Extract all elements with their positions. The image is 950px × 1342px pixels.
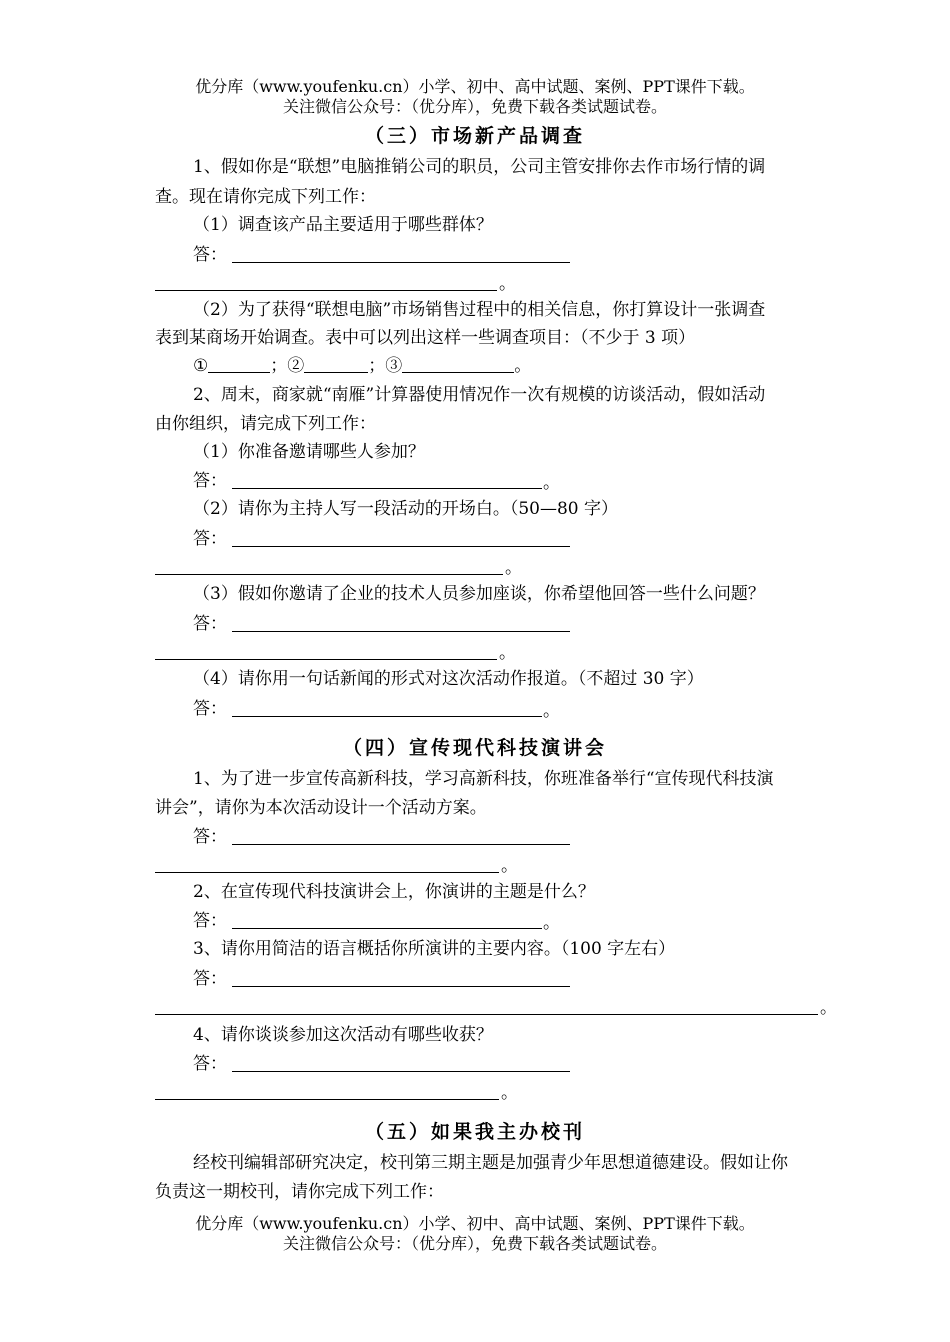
answer-label: 答： [193,614,227,634]
answer-line[interactable] [232,844,570,845]
s3-q2-3-text: （3）假如你邀请了企业的技术人员参加座谈，你希望他回答一些什么问题？ [193,584,765,604]
period: 。 [543,473,560,493]
answer-label: 答： [193,699,227,719]
s3-q1-text-1: 1、假如你是“联想”电脑推销公司的职员，公司主管安排你去作市场行情的调 [193,157,766,177]
s3-q2-text-2: 由你组织，请完成下列工作： [155,414,376,434]
item-1-marker: ① [193,356,209,376]
header-line-2: 关注微信公众号：（优分库），免费下载各类试题试卷。 [282,97,667,116]
period: 。 [505,558,522,578]
s3-q1-2-text-1: （2）为了获得“联想电脑”市场销售过程中的相关信息，你打算设计一张调查 [193,300,766,320]
answer-label: 答： [193,969,227,989]
period: 。 [514,356,532,376]
s4-q1-text-2: 讲会”，请你为本次活动设计一个活动方案。 [155,798,487,818]
answer-line[interactable] [232,631,570,632]
s3-q2-4-text: （4）请你用一句话新闻的形式对这次活动作报道。（不超过 30 字） [193,669,704,689]
s3-q1-2-text-2: 表到某商场开始调查。表中可以列出这样一些调查项目：（不少于 3 项） [155,328,696,348]
survey-item-2-blank[interactable] [304,356,368,373]
period: 。 [499,274,516,294]
answer-line[interactable] [155,574,503,575]
separator: ； [368,356,386,376]
s4-q1-text-1: 1、为了进一步宣传高新科技，学习高新科技，你班准备举行“宣传现代科技演 [193,769,774,789]
section-4-title: （四）宣传现代科技演讲会 [342,737,607,759]
s3-q2-2-text: （2）请你为主持人写一段活动的开场白。（50—80 字） [193,499,618,519]
s3-q2-1-text: （1）你准备邀请哪些人参加？ [193,442,425,462]
period: 。 [543,701,560,721]
answer-label: 答： [193,827,227,847]
s3-q1-text-2: 查。现在请你完成下列工作： [155,187,376,207]
period: 。 [499,643,516,663]
period: 。 [501,856,518,876]
answer-line[interactable] [155,1014,818,1015]
s5-paragraph-2: 负责这一期校刊，请你完成下列工作： [155,1182,444,1202]
answer-label: 答： [193,245,227,265]
answer-line[interactable] [232,546,570,547]
period: 。 [820,998,837,1018]
period: 。 [501,1083,518,1103]
survey-item-1-blank[interactable] [208,356,270,373]
s4-q3-text: 3、请你用简洁的语言概括你所演讲的主要内容。（100 字左右） [193,939,676,959]
s5-paragraph-1: 经校刊编辑部研究决定，校刊第三期主题是加强青少年思想道德建设。假如让你 [193,1153,788,1173]
answer-line[interactable] [232,928,542,929]
answer-line[interactable] [155,290,497,291]
survey-item-3-blank[interactable] [402,356,514,373]
answer-line[interactable] [232,262,570,263]
s4-q4-text: 4、请你谈谈参加这次活动有哪些收获？ [193,1025,493,1045]
s3-q1-1-text: （1）调查该产品主要适用于哪些群体？ [193,215,493,235]
item-3-marker: ③ [385,356,403,376]
answer-line[interactable] [155,659,497,660]
answer-label: 答： [193,911,227,931]
answer-label: 答： [193,471,227,491]
separator: ； [270,356,288,376]
period: 。 [543,913,560,933]
answer-line[interactable] [232,1071,570,1072]
answer-line[interactable] [155,872,499,873]
answer-line[interactable] [232,716,542,717]
section-3-title: （三）市场新产品调查 [364,125,585,147]
footer-line-2: 关注微信公众号：（优分库），免费下载各类试题试卷。 [282,1234,667,1253]
header-line-1: 优分库（www.youfenku.cn）小学、初中、高中试题、案例、PPT课件下载。 [195,77,755,96]
footer-line-1: 优分库（www.youfenku.cn）小学、初中、高中试题、案例、PPT课件下载。 [195,1214,755,1233]
section-5-title: （五）如果我主办校刊 [364,1121,585,1143]
answer-line[interactable] [232,986,570,987]
s4-q2-text: 2、在宣传现代科技演讲会上，你演讲的主题是什么？ [193,882,595,902]
answer-line[interactable] [232,488,542,489]
item-2-marker: ② [287,356,305,376]
answer-label: 答： [193,1054,227,1074]
survey-items-row [193,356,531,376]
answer-label: 答： [193,529,227,549]
answer-line[interactable] [155,1099,499,1100]
s3-q2-text-1: 2、周末，商家就“南雁”计算器使用情况作一次有规模的访谈活动，假如活动 [193,385,766,405]
